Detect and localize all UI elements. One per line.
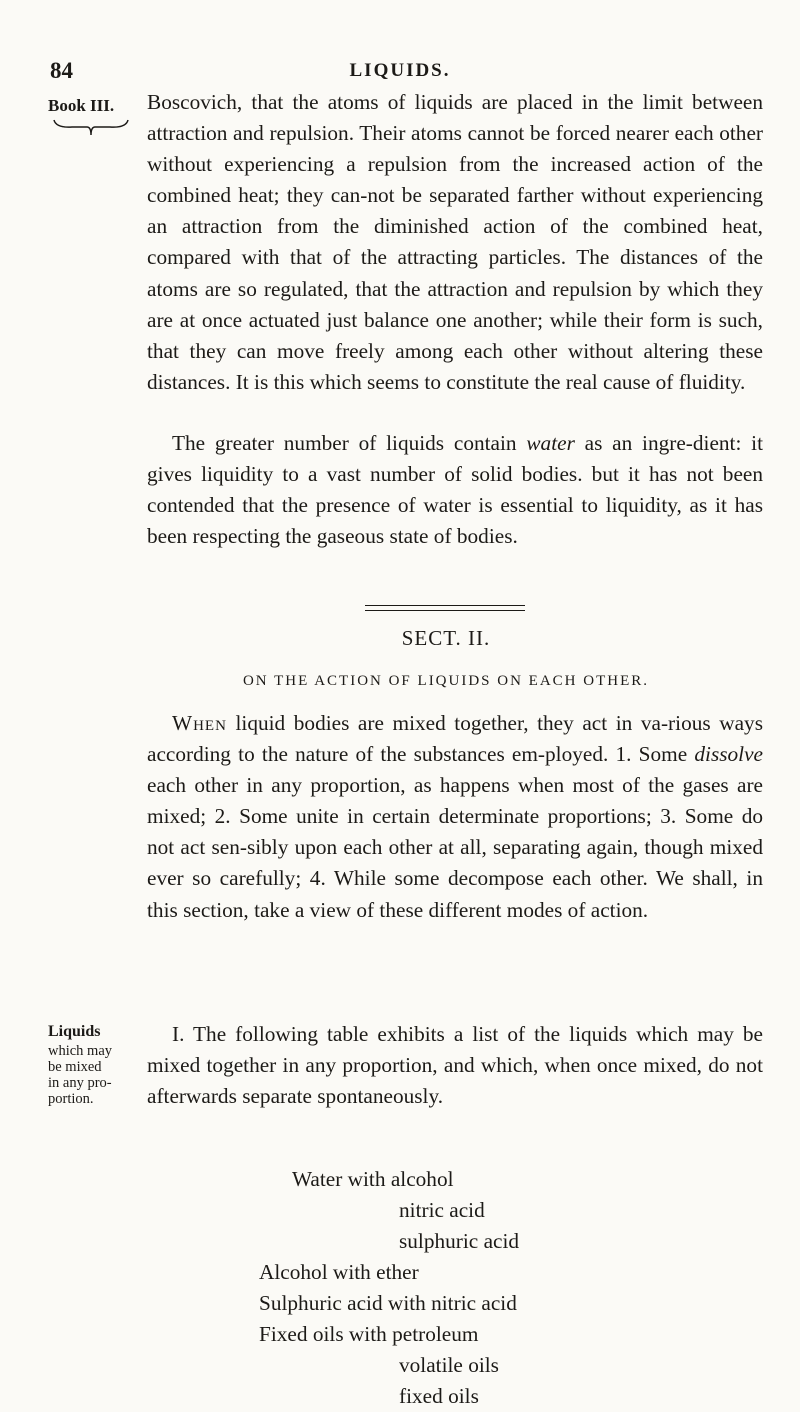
table-row: Fixed oils with petroleum — [259, 1322, 479, 1346]
section-subtitle: ON THE ACTION OF LIQUIDS ON EACH OTHER. — [242, 673, 650, 689]
paragraph-table-intro: I. The following table exhibits a list of the liquids which may be mixed together in any proportion, and which, when once mixed, do not afterwards separate spontaneously. — [147, 1022, 763, 1109]
paragraph-action-lead: When — [172, 711, 227, 735]
table-row: Alcohol with ether — [259, 1260, 419, 1284]
paragraph-water-lead: The greater number of liquids contain — [172, 431, 527, 455]
paragraph-action-text-a: liquid bodies are mixed together, they act in va-rious ways according to the nature of the substances em-ployed. 1. Some — [147, 711, 763, 767]
table-row: Water with alcohol — [292, 1167, 454, 1191]
margin-note-line: be mixed — [48, 1059, 102, 1075]
running-head — [0, 58, 800, 90]
margin-book-label: Book III. — [48, 96, 115, 115]
table-row: Sulphuric acid with nitric acid — [259, 1291, 517, 1315]
margin-note-line: which may — [48, 1043, 113, 1059]
paragraph-water — [147, 428, 763, 552]
running-title: LIQUIDS. — [349, 60, 451, 81]
emphasis-dissolve: dissolve — [694, 742, 763, 767]
table-row: nitric acid — [399, 1198, 485, 1222]
paragraph-fluidity: Boscovich, that the atoms of liquids are placed in the limit between attraction and repulsion. Their atoms cannot be forced nearer each other without experiencing a repulsion from the increased action of the combined heat; they can-not be separated farther without experiencing an attraction from the diminished action of the combined heat, compared with that of the attracting particles. The distances of the atoms are so regulated, that the attraction and repulsion by which they are at once actuated just balance one another; while their form is such, that they can move freely among each other without altering these distances. It is this which seems to constitute the real cause of fluidity. — [147, 90, 763, 394]
section-divider — [365, 605, 525, 611]
paragraph-action — [147, 708, 763, 926]
margin-note-line: in any pro- — [48, 1075, 112, 1091]
emphasis-water: water — [526, 431, 575, 455]
table-row: sulphuric acid — [399, 1229, 520, 1253]
paragraph-water-rest: as an ingre-dient: it gives liquidity to a vast number of solid bodies. but it has not been contended that the presence of water is essential to liquidity, as it has been respecting the gaseous state of bodies. — [147, 431, 763, 549]
margin-note-line: portion. — [48, 1091, 94, 1107]
margin-note-liquids — [48, 1024, 148, 1107]
brace-icon — [52, 118, 130, 138]
page-number: 84 — [50, 58, 73, 83]
table-row: volatile oils — [399, 1353, 499, 1377]
margin-note-line: Liquids — [48, 1023, 101, 1040]
table-row: fixed oils — [399, 1384, 479, 1408]
paragraph-action-text-b: each other in any proportion, as happens when most of the gases are mixed; 2. Some unite in certain determinate proportions; 3. Some do not act sen-sibly upon each other at all, separating again, though mixed ever so carefully; 4. While some decompose each other. We shall, in this section, take a view of these different modes of action. — [147, 773, 763, 922]
section-title: SECT. II. — [401, 626, 491, 650]
